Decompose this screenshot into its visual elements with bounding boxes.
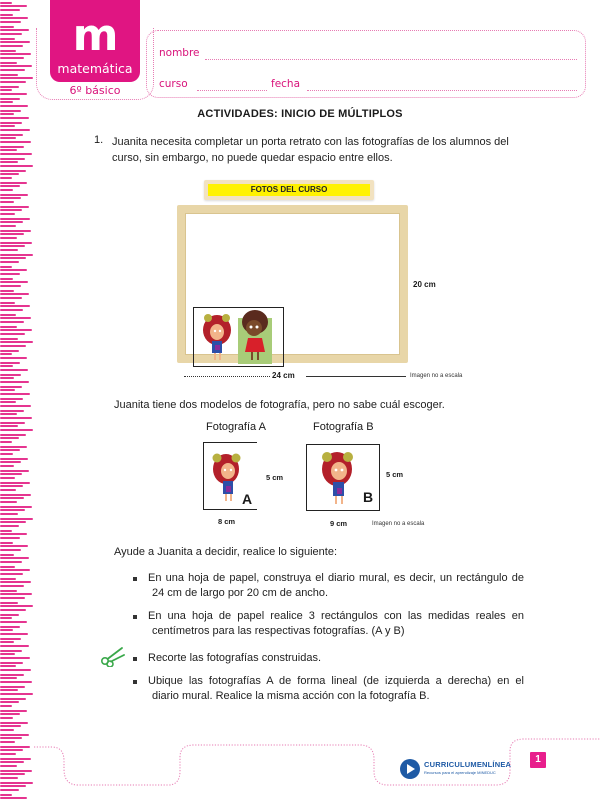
- decorative-stroke: [0, 45, 23, 47]
- decorative-stroke: [0, 585, 24, 587]
- decorative-stroke: [0, 725, 21, 727]
- decorative-stroke: [0, 693, 33, 695]
- decorative-stroke: [0, 645, 29, 647]
- decorative-stroke: [0, 501, 17, 503]
- student-info-box: [146, 30, 586, 98]
- decorative-stroke: [0, 609, 26, 611]
- decorative-stroke: [0, 77, 33, 79]
- decorative-stroke: [0, 5, 27, 7]
- bullet: [133, 577, 137, 581]
- decorative-stroke: [0, 705, 12, 707]
- frame-width-dimension: [184, 371, 406, 381]
- decorative-stroke: [0, 657, 30, 659]
- decorative-stroke: [0, 617, 12, 619]
- play-icon: [400, 759, 420, 779]
- course-label: curso: [159, 78, 188, 90]
- instruction-2-line2: centímetros para las respectivas fotografías. (A y B): [152, 625, 405, 637]
- girl-red-hair-illustration: [200, 312, 234, 362]
- decorative-stroke: [0, 257, 26, 259]
- decorative-stroke: [0, 62, 17, 64]
- decorative-stroke: [0, 389, 15, 391]
- decorative-stroke: [0, 269, 27, 271]
- decorative-stroke: [0, 333, 25, 335]
- photo-b-letter: B: [363, 489, 374, 505]
- brand-subtitle: Recursos para el aprendizaje MINEDUC: [424, 770, 496, 775]
- decorative-stroke: [0, 305, 30, 307]
- decorative-stroke: [0, 413, 17, 415]
- models-intro-text: Juanita tiene dos modelos de fotografía, pero no sabe cuál escoger.: [114, 399, 445, 411]
- decorative-stroke: [0, 237, 17, 239]
- decorative-stroke: [0, 593, 32, 595]
- decorative-stroke: [0, 225, 16, 227]
- decorative-stroke: [0, 89, 12, 91]
- decorative-stroke: [0, 369, 28, 371]
- instruction-1-line1: En una hoja de papel, construya el diario mural, es decir, un rectángulo de: [148, 572, 524, 584]
- decorative-stroke: [0, 429, 33, 431]
- date-field[interactable]: [307, 90, 577, 91]
- decorative-stroke: [0, 381, 29, 383]
- decorative-stroke: [0, 621, 27, 623]
- decorative-stroke: [0, 441, 12, 443]
- decorative-stroke: [0, 218, 30, 220]
- decorative-stroke: [0, 161, 18, 163]
- decorative-stroke: [0, 629, 13, 631]
- decorative-stroke: [0, 261, 19, 263]
- decorative-stroke: [0, 554, 14, 556]
- dimension-solid-line: [306, 376, 406, 377]
- decorative-stroke: [0, 597, 25, 599]
- decorative-stroke: [0, 245, 25, 247]
- frame-height-label: 20 cm: [413, 280, 436, 289]
- scissors-icon: [100, 645, 126, 667]
- decorative-stroke: [0, 437, 19, 439]
- decorative-stroke: [0, 602, 18, 604]
- decorative-stroke: [0, 425, 18, 427]
- bullet: [133, 657, 137, 661]
- decorative-stroke: [0, 513, 18, 515]
- decorative-stroke: [0, 401, 16, 403]
- decorative-stroke: [0, 254, 33, 256]
- course-field[interactable]: [197, 90, 267, 91]
- decorative-stroke: [0, 69, 25, 71]
- decorative-stroke: [0, 422, 25, 424]
- decorative-stroke: [0, 465, 14, 467]
- decorative-stroke: [0, 317, 31, 319]
- decorative-stroke: [0, 341, 33, 343]
- decorative-stroke: [0, 638, 21, 640]
- decorative-stroke: [0, 489, 16, 491]
- decorative-stroke: [0, 506, 32, 508]
- decorative-stroke: [0, 170, 26, 172]
- decorative-stroke: [0, 566, 15, 568]
- decorative-stroke: [0, 353, 12, 355]
- decorative-stroke: [0, 398, 23, 400]
- decorative-stroke: [0, 26, 14, 28]
- photo-frame-figure: [177, 205, 408, 363]
- decorative-stroke: [0, 477, 15, 479]
- decorative-stroke: [0, 189, 13, 191]
- decorative-stroke: [0, 374, 21, 376]
- name-label: nombre: [159, 47, 200, 59]
- decorative-stroke: [0, 674, 24, 676]
- decorative-stroke: [0, 29, 29, 31]
- decorative-stroke: [0, 530, 12, 532]
- decorative-stroke: [0, 213, 15, 215]
- sample-photos: [193, 307, 284, 367]
- decorative-stroke: [0, 470, 29, 472]
- decorative-stroke: [0, 98, 20, 100]
- decorative-stroke: [0, 662, 23, 664]
- decorative-stroke: [0, 377, 14, 379]
- decorative-stroke: [0, 33, 22, 35]
- decorative-stroke: [0, 533, 27, 535]
- logo-subject: matemática: [57, 61, 133, 76]
- decorative-stroke: [0, 209, 22, 211]
- decorative-stroke: [0, 482, 30, 484]
- decorative-stroke: [0, 302, 15, 304]
- decorative-side-strip: [0, 0, 34, 800]
- exercise-text-line1: Juanita necesita completar un porta retrato con las fotografías de los alumnos del: [112, 136, 509, 148]
- photo-a-letter: A: [242, 491, 253, 507]
- decorative-stroke: [0, 665, 16, 667]
- decorative-stroke: [0, 722, 28, 724]
- decorative-stroke: [0, 249, 18, 251]
- decorative-stroke: [0, 17, 28, 19]
- decorative-stroke: [0, 81, 26, 83]
- decorative-stroke: [0, 417, 32, 419]
- decorative-stroke: [0, 569, 30, 571]
- decorative-stroke: [0, 357, 27, 359]
- brand-name: CURRICULUMENLÍNEA: [424, 760, 512, 769]
- decorative-stroke: [0, 141, 31, 143]
- decorative-stroke: [0, 713, 20, 715]
- decorative-stroke: [0, 206, 29, 208]
- decorative-stroke: [0, 230, 31, 232]
- photo-b-height: 5 cm: [386, 470, 404, 479]
- decorative-stroke: [0, 326, 17, 328]
- decorative-stroke: [0, 701, 19, 703]
- decorative-stroke: [0, 686, 25, 688]
- photos-scale-note: Imagen no a escala: [372, 521, 425, 527]
- decorative-stroke: [0, 273, 20, 275]
- decorative-stroke: [0, 290, 14, 292]
- decorative-stroke: [0, 681, 32, 683]
- decorative-stroke: [0, 137, 16, 139]
- page-title: ACTIVIDADES: INICIO DE MÚLTIPLOS: [197, 108, 403, 120]
- decorative-stroke: [0, 194, 28, 196]
- dimension-dotted-line: [184, 376, 270, 377]
- decorative-stroke: [0, 285, 21, 287]
- decorative-stroke: [0, 573, 23, 575]
- decorative-stroke: [0, 446, 27, 448]
- decorative-stroke: [0, 182, 27, 184]
- photo-a-height: 5 cm: [266, 473, 284, 482]
- decorative-stroke: [0, 362, 20, 364]
- photo-b-label: Fotografía B: [313, 421, 374, 433]
- decorative-stroke: [0, 453, 13, 455]
- photo-b-box: [306, 444, 380, 511]
- decorative-stroke: [0, 293, 29, 295]
- decorative-stroke: [0, 21, 21, 23]
- frame-banner: [204, 180, 374, 200]
- decorative-stroke: [0, 497, 24, 499]
- decorative-stroke: [0, 494, 31, 496]
- decorative-stroke: [0, 542, 13, 544]
- photo-b-girl-illustration: [319, 449, 357, 507]
- decorative-stroke: [0, 281, 28, 283]
- instruction-4-line1: Ubique las fotografías A de forma lineal (de izquierda a derecha) en el: [148, 675, 524, 687]
- decorative-stroke: [0, 153, 32, 155]
- decorative-stroke: [0, 125, 15, 127]
- decorative-stroke: [0, 266, 12, 268]
- decorative-stroke: [0, 578, 16, 580]
- decorative-stroke: [0, 105, 28, 107]
- decorative-stroke: [0, 386, 22, 388]
- exercise-number: 1.: [94, 134, 104, 146]
- decorative-stroke: [0, 93, 27, 95]
- frame-board: [185, 213, 400, 355]
- photo-a-width: 8 cm: [218, 517, 236, 526]
- decorative-stroke: [0, 710, 27, 712]
- decorative-stroke: [0, 146, 24, 148]
- decorative-stroke: [0, 525, 19, 527]
- photo-a-girl-illustration: [210, 451, 244, 503]
- decorative-stroke: [0, 641, 14, 643]
- decorative-stroke: [0, 129, 30, 131]
- decorative-stroke: [0, 41, 30, 43]
- instruction-1-line2: 24 cm de largo por 20 cm de ancho.: [152, 587, 329, 599]
- decorative-stroke: [0, 549, 21, 551]
- decorative-stroke: [0, 698, 26, 700]
- decorative-stroke: [0, 485, 23, 487]
- decorative-stroke: [0, 309, 23, 311]
- decorative-stroke: [0, 2, 12, 4]
- decorative-stroke: [0, 518, 33, 520]
- logo-letter: m: [72, 10, 118, 61]
- frame-banner-label: FOTOS DEL CURSO: [208, 184, 370, 196]
- decorative-stroke: [0, 173, 19, 175]
- frame-width-label: 24 cm: [272, 371, 295, 380]
- decorative-stroke: [0, 633, 28, 635]
- name-field[interactable]: [205, 59, 577, 60]
- decorative-stroke: [0, 614, 19, 616]
- decorative-stroke: [0, 297, 22, 299]
- decorative-stroke: [0, 165, 33, 167]
- decorative-stroke: [0, 86, 19, 88]
- instructions-intro: Ayude a Juanita a decidir, realice lo siguiente:: [114, 546, 337, 558]
- decorative-stroke: [0, 521, 26, 523]
- decorative-stroke: [0, 65, 32, 67]
- instruction-4-line2: diario mural. Realice la misma acción con la fotografía B.: [152, 690, 430, 702]
- decorative-stroke: [0, 729, 14, 731]
- decorative-stroke: [0, 605, 33, 607]
- decorative-stroke: [0, 57, 24, 59]
- decorative-stroke: [0, 449, 20, 451]
- decorative-stroke: [0, 9, 20, 11]
- decorative-stroke: [0, 53, 31, 55]
- decorative-stroke: [0, 650, 22, 652]
- decorative-stroke: [0, 537, 20, 539]
- decorative-stroke: [0, 717, 13, 719]
- decorative-stroke: [0, 653, 15, 655]
- bullet: [133, 680, 137, 684]
- girl-curly-hair-illustration: [238, 310, 272, 364]
- decorative-stroke: [0, 545, 28, 547]
- decorative-stroke: [0, 557, 29, 559]
- photo-a-label: Fotografía A: [206, 421, 266, 433]
- decorative-stroke: [0, 177, 12, 179]
- decorative-stroke: [0, 338, 18, 340]
- exercise-text-line2: curso, sin embargo, no puede quedar espacio entre ellos.: [112, 152, 393, 164]
- decorative-stroke: [0, 561, 22, 563]
- photo-b-width: 9 cm: [330, 519, 348, 528]
- decorative-stroke: [0, 393, 30, 395]
- decorative-stroke: [0, 201, 14, 203]
- decorative-stroke: [0, 461, 21, 463]
- decorative-stroke: [0, 473, 22, 475]
- subject-logo: [50, 0, 140, 82]
- decorative-stroke: [0, 345, 26, 347]
- decorative-stroke: [0, 134, 23, 136]
- decorative-stroke: [0, 365, 13, 367]
- decorative-stroke: [0, 321, 24, 323]
- decorative-stroke: [0, 329, 32, 331]
- page-number: 1: [530, 752, 546, 768]
- decorative-stroke: [0, 405, 31, 407]
- decorative-stroke: [0, 509, 25, 511]
- decorative-stroke: [0, 581, 31, 583]
- decorative-stroke: [0, 689, 18, 691]
- bullet: [133, 615, 137, 619]
- grade-label: 6º básico: [69, 84, 121, 97]
- decorative-stroke: [0, 14, 13, 16]
- decorative-stroke: [0, 74, 18, 76]
- instruction-3-line1: Recorte las fotografías construidas.: [148, 652, 322, 664]
- decorative-stroke: [0, 434, 26, 436]
- decorative-stroke: [0, 197, 21, 199]
- decorative-stroke: [0, 233, 24, 235]
- decorative-stroke: [0, 677, 17, 679]
- decorative-stroke: [0, 410, 24, 412]
- decorative-stroke: [0, 669, 31, 671]
- decorative-stroke: [0, 350, 19, 352]
- decorative-stroke: [0, 122, 22, 124]
- decorative-stroke: [0, 38, 15, 40]
- decorative-stroke: [0, 50, 16, 52]
- decorative-stroke: [0, 158, 25, 160]
- decorative-stroke: [0, 590, 17, 592]
- decorative-stroke: [0, 242, 32, 244]
- decorative-stroke: [0, 314, 16, 316]
- decorative-stroke: [0, 626, 20, 628]
- photo-a-box: [203, 442, 257, 510]
- instruction-2-line1: En una hoja de papel realice 3 rectángulos con las medidas reales en: [148, 610, 524, 622]
- decorative-stroke: [0, 458, 28, 460]
- decorative-stroke: [0, 101, 13, 103]
- decorative-stroke: [0, 185, 20, 187]
- frame-scale-note: Imagen no a escala: [410, 373, 463, 379]
- decorative-stroke: [0, 221, 23, 223]
- curriculum-en-linea-logo[interactable]: [400, 758, 530, 780]
- date-label: fecha: [271, 78, 301, 90]
- decorative-stroke: [0, 278, 13, 280]
- decorative-stroke: [0, 149, 17, 151]
